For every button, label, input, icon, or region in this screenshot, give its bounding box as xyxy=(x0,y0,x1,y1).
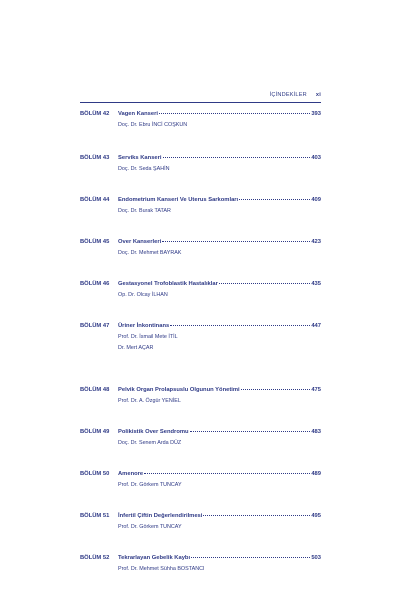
chapter-page-number: 435 xyxy=(311,281,321,287)
chapter-author: Prof. Dr. Görkem TUNCAY xyxy=(118,482,182,488)
entry-content xyxy=(118,553,321,575)
entry-content xyxy=(118,237,321,259)
chapter-number: BÖLÜM 44 xyxy=(80,197,110,203)
entry-content xyxy=(118,279,321,301)
dot-leader xyxy=(170,325,310,326)
chapter-number: BÖLÜM 45 xyxy=(80,239,110,245)
chapter-author: Doç. Dr. Burak TATAR xyxy=(118,208,171,214)
chapter-page-number: 447 xyxy=(311,323,321,329)
chapter-author: Prof. Dr. Görkem TUNCAY xyxy=(118,524,182,530)
chapter-author: Doç. Dr. Senem Arda DÜZ xyxy=(118,440,182,446)
chapter-author: Prof. Dr. İsmail Mete İTİL xyxy=(118,334,178,340)
entry-content xyxy=(118,195,321,217)
dot-leader xyxy=(159,113,310,114)
dot-leader xyxy=(144,473,310,474)
title-line xyxy=(118,237,321,248)
chapter-title: Over Kanserleri xyxy=(118,239,162,245)
running-header xyxy=(80,92,321,98)
entry-content xyxy=(118,109,321,131)
dot-leader xyxy=(241,389,311,390)
chapter-author: Doç. Dr. Ebru İNCİ COŞKUN xyxy=(118,122,188,128)
toc-entry xyxy=(80,153,321,175)
section-title: İÇİNDEKİLER xyxy=(269,92,307,98)
title-line xyxy=(118,279,321,290)
toc-entry xyxy=(80,469,321,491)
title-line xyxy=(118,109,321,120)
chapter-title: Gestasyonel Trofoblastik Hastalıklar xyxy=(118,281,218,287)
chapter-author: Prof. Dr. Mehmet Sühha BOSTANCI xyxy=(118,566,205,572)
title-line xyxy=(118,427,321,438)
toc-entry xyxy=(80,279,321,301)
chapter-author: Dr. Mert AÇAR xyxy=(118,345,154,351)
chapter-page-number: 475 xyxy=(311,387,321,393)
dot-leader xyxy=(239,199,310,200)
chapter-title: Üriner İnkontinans xyxy=(118,323,170,329)
title-line xyxy=(118,321,321,332)
chapter-number: BÖLÜM 52 xyxy=(80,555,110,561)
dot-leader xyxy=(203,515,310,516)
chapter-number: BÖLÜM 42 xyxy=(80,111,110,117)
title-line xyxy=(118,511,321,522)
entry-content xyxy=(118,385,321,407)
chapter-page-number: 423 xyxy=(311,239,321,245)
chapter-page-number: 409 xyxy=(311,197,321,203)
dot-leader xyxy=(163,157,311,158)
chapter-number: BÖLÜM 49 xyxy=(80,429,110,435)
entry-content xyxy=(118,511,321,533)
chapter-title: Amenore xyxy=(118,471,144,477)
chapter-title: İnfertil Çiftin Değerlendirilmesi xyxy=(118,513,203,519)
toc-entry xyxy=(80,511,321,533)
chapter-title: Serviks Kanseri xyxy=(118,155,162,161)
chapter-page-number: 495 xyxy=(311,513,321,519)
chapter-author: Prof. Dr. A. Özgür YENİEL xyxy=(118,398,181,404)
entry-content xyxy=(118,321,321,354)
toc-entry xyxy=(80,553,321,575)
chapter-number: BÖLÜM 51 xyxy=(80,513,110,519)
chapter-number: BÖLÜM 43 xyxy=(80,155,110,161)
title-line xyxy=(118,153,321,164)
dot-leader xyxy=(191,557,310,558)
chapter-author: Doç. Dr. Seda ŞAHİN xyxy=(118,166,170,172)
title-line xyxy=(118,553,321,564)
header-rule xyxy=(80,102,321,103)
chapter-page-number: 489 xyxy=(311,471,321,477)
toc-entry xyxy=(80,321,321,354)
entry-content xyxy=(118,427,321,449)
toc-entry xyxy=(80,385,321,407)
chapter-title: Tekrarlayan Gebelik Kaybı xyxy=(118,555,191,561)
title-line xyxy=(118,469,321,480)
chapter-page-number: 393 xyxy=(311,111,321,117)
dot-leader xyxy=(219,283,310,284)
chapter-title: Endometrium Kanseri Ve Uterus Sarkomları xyxy=(118,197,239,203)
chapter-title: Pelvik Organ Prolapsuslu Olgunun Yönetimi xyxy=(118,387,240,393)
chapter-title: Vagen Kanseri xyxy=(118,111,158,117)
chapter-page-number: 483 xyxy=(311,429,321,435)
entry-content xyxy=(118,153,321,175)
chapter-page-number: 503 xyxy=(311,555,321,561)
chapter-author: Doç. Dr. Mehmet BAYRAK xyxy=(118,250,182,256)
title-line xyxy=(118,195,321,206)
chapter-number: BÖLÜM 50 xyxy=(80,471,110,477)
chapter-number: BÖLÜM 47 xyxy=(80,323,110,329)
chapter-number: BÖLÜM 48 xyxy=(80,387,110,393)
chapter-author: Op. Dr. Olcay İLHAN xyxy=(118,292,168,298)
page-number: xi xyxy=(315,92,321,98)
toc-entry xyxy=(80,109,321,131)
chapter-title: Polikistik Over Sendromu xyxy=(118,429,189,435)
dot-leader xyxy=(162,241,310,242)
table-of-contents xyxy=(80,109,321,595)
entry-content xyxy=(118,469,321,491)
toc-entry xyxy=(80,237,321,259)
toc-entry xyxy=(80,427,321,449)
toc-entry xyxy=(80,195,321,217)
dot-leader xyxy=(190,431,311,432)
title-line xyxy=(118,385,321,396)
chapter-number: BÖLÜM 46 xyxy=(80,281,110,287)
chapter-page-number: 403 xyxy=(311,155,321,161)
